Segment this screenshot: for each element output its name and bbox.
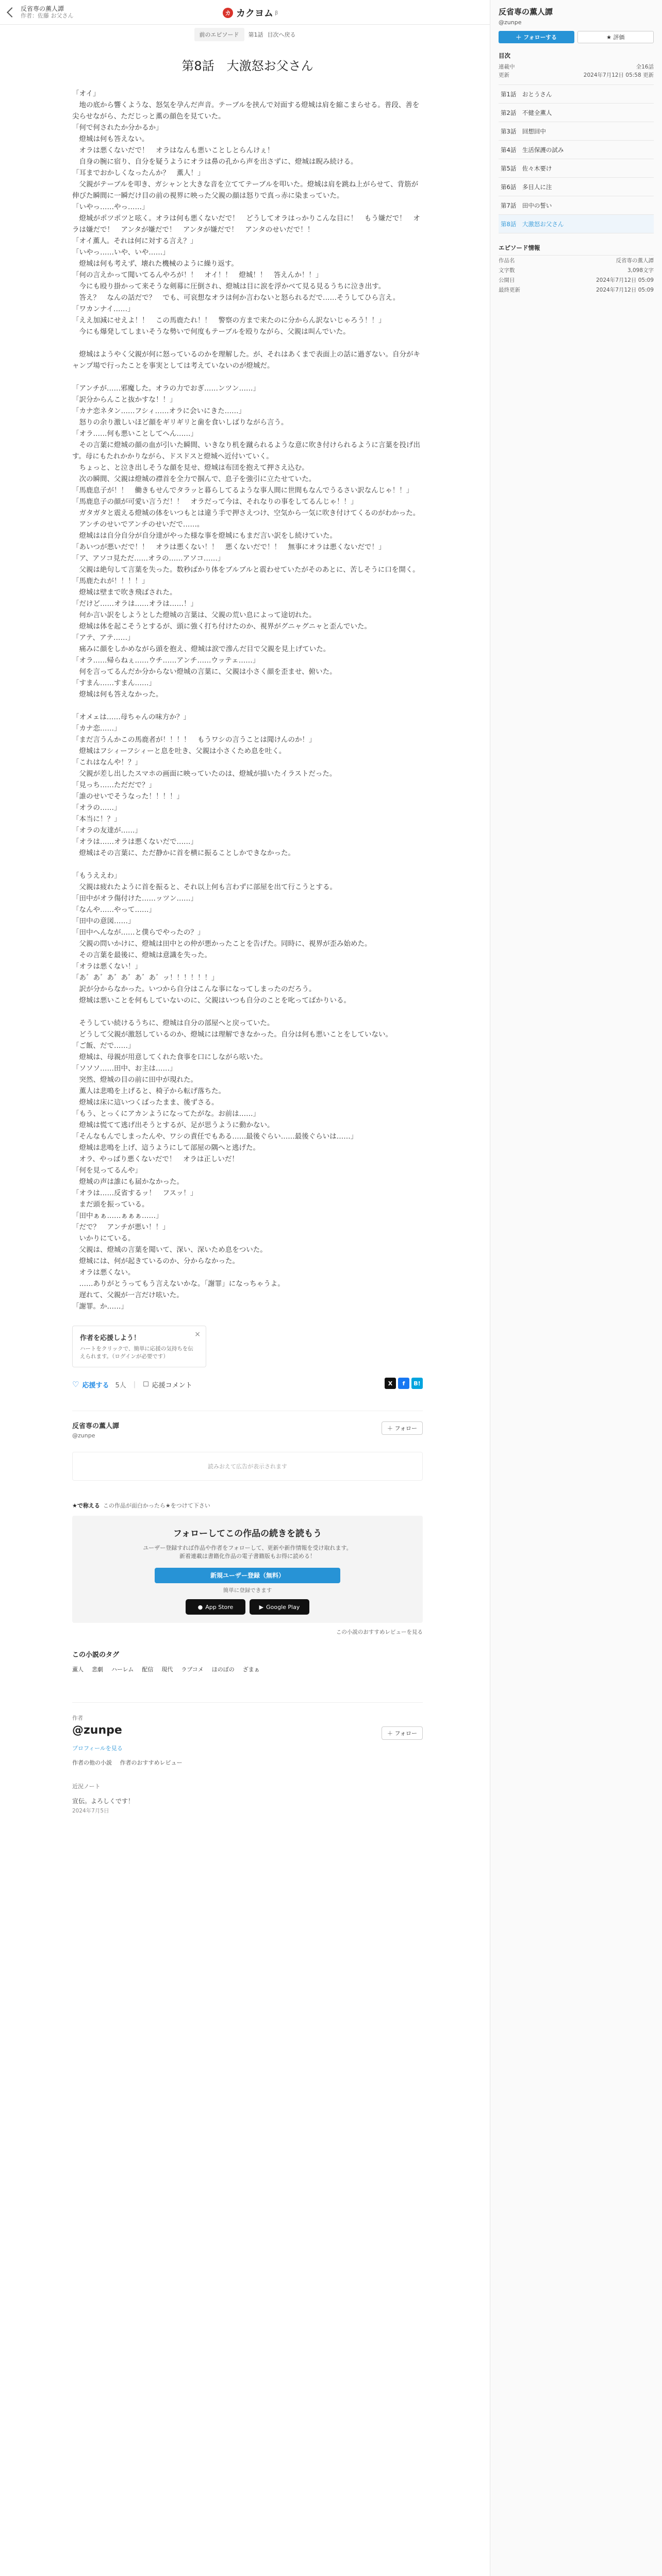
body-paragraph: 「何の言えかって聞いてるんやろが！！ オイ！！ 燈城！！ 答えんか！！」 <box>72 271 323 279</box>
body-paragraph: 父親は、燈城の言葉を聞いて、深い、深いため息をついた。 <box>72 1246 267 1254</box>
episode-subnav <box>0 25 490 44</box>
body-paragraph: 父親は疲れたように首を振ると、それ以上何も言わずに部屋を出て行こうとする。 <box>72 883 337 891</box>
prev-episode-link[interactable]: 前のエピソード <box>194 28 244 41</box>
tag-item[interactable]: ラブコメ <box>181 1666 204 1673</box>
info-value: 反省専の薫人譚 <box>616 258 654 264</box>
body-paragraph: いかりにている。 <box>72 1234 135 1243</box>
body-paragraph: 「誰のせいでそうなった！！！！」 <box>72 792 184 801</box>
body-paragraph: 燈城は、母親が用意してくれた食事を口にしながら呟いた。 <box>72 1053 267 1061</box>
body-paragraph: 燈城はは自分自分が自分達がやった様な事を燈城にもまだ言い訳をし続けていた。 <box>72 532 337 540</box>
body-paragraph <box>72 337 423 349</box>
free-note: 簡単に登録できます <box>223 1587 272 1594</box>
back-arrow-icon[interactable] <box>7 7 17 18</box>
toc-link[interactable]: 目次へ戻る <box>267 31 296 38</box>
review-link[interactable]: この小説のおすすめレビューを見る <box>336 1629 423 1635</box>
body-paragraph: 「もう、とっくにアカンようになってたがな。お前は……」 <box>72 1110 260 1118</box>
body-paragraph: 「ご飯、だで……」 <box>72 1042 135 1050</box>
current-episode-label: 第1話 <box>248 31 263 38</box>
sidebar-toc-heading: 目次 <box>499 52 510 59</box>
body-paragraph <box>72 859 423 870</box>
body-paragraph: 答え？ なんの話だで？ でも、可哀想なオラは何か言わないと怒られるだで……そうしてひら言え。 <box>72 294 400 302</box>
body-paragraph: 「田中がオラ傷付けた……ッツン……」 <box>72 894 197 903</box>
body-paragraph: オラは悪くないだで！ オラはなんも悪いことしとらんけぇ！ <box>72 146 274 155</box>
body-paragraph: 父親が差し出したスマホの画面に映っていたのは、燈城が描いたイラストだった。 <box>72 770 337 778</box>
info-key: 公開日 <box>499 277 515 283</box>
body-paragraph: 「オラは……反省するッ！ フスッ！」 <box>72 1189 197 1197</box>
body-paragraph: 「見っち……ただだで？」 <box>72 781 156 789</box>
body-paragraph: 遅れて、父親が一言だけ呟いた。 <box>72 1291 184 1299</box>
info-key: 最終更新 <box>499 287 520 293</box>
body-paragraph: 「オラは悪くない！」 <box>72 962 142 971</box>
sidebar-follow-button[interactable]: ＋ フォローする <box>499 31 574 43</box>
body-paragraph: オラは悪くない。 <box>72 1268 135 1277</box>
episode-list-item[interactable]: 第6話 多目人に注 <box>499 178 654 196</box>
tags-section <box>72 1649 423 1673</box>
episode-list-item[interactable]: 第8話 大激怒お父さん <box>499 215 654 233</box>
body-paragraph: 「何で何されたか分かるか」 <box>72 124 163 132</box>
body-paragraph: 「アテ、アテ……」 <box>72 634 135 642</box>
cheer-popup-title: 作者を応援しよう！ <box>80 1334 141 1342</box>
body-paragraph: 「ええ加減にせえよ！！ この馬鹿たれ！！ 警察の方まで来たのに分からん訳ないじゃろう！！」 <box>72 316 386 325</box>
body-paragraph: 「何を見ってるんや」 <box>72 1166 142 1175</box>
body-paragraph: 今にも殴り掛かって来そうな剣幕に圧倒され、燈城は目に涙を浮かべて見る見るうちに泣き出す。 <box>72 282 386 291</box>
header-work-title[interactable]: 反省専の薫人譚 <box>21 5 64 12</box>
other-works-link[interactable]: 作者の他の小説 <box>72 1759 112 1766</box>
divider: | <box>133 1380 136 1388</box>
info-key: 文字数 <box>499 267 515 274</box>
body-paragraph: 「ア、アソコ見ただ……オラの……アソコ……」 <box>72 554 225 563</box>
body-paragraph: 「いやっ……いや、いや……」 <box>72 248 170 257</box>
body-paragraph: ちょっと、と泣き出しそうな顔を見せ、燈城は布団を抱えて押さえ込む。 <box>72 464 309 472</box>
body-paragraph: 「馬鹿息子が！！ 働きもせんでタラッと暮らしてるような事人間に世間もなんでうるさい訳なんじゃ！！」 <box>72 486 413 495</box>
body-paragraph: 自身の腕に宿り、自分を疑うようにオラは鼻の孔から声を出さずに、燈城は睨み続ける。 <box>72 158 358 166</box>
tag-item[interactable]: ハーレム <box>111 1666 134 1673</box>
episode-list-item[interactable]: 第7話 田中の誓い <box>499 196 654 215</box>
body-paragraph: 痛みに顔をしかめながら頭を抱え、燈城は涙で滲んだ目で父親を見上げていた。 <box>72 645 330 653</box>
body-paragraph: 「訳分からんこと抜かすな！！」 <box>72 396 177 404</box>
episode-body <box>72 88 423 1312</box>
body-paragraph: 「本当に！？」 <box>72 815 121 823</box>
body-paragraph: 「もうええわ」 <box>72 872 121 880</box>
logo-mark-icon: カ <box>223 8 233 18</box>
site-logo[interactable] <box>223 6 278 20</box>
body-paragraph: 燈城は悲鳴を上げ、這うようにして部屋の隅へと逃げた。 <box>72 1144 260 1152</box>
author-profile <box>72 1702 423 1815</box>
body-paragraph <box>72 371 423 383</box>
body-paragraph: 「オラは……オラは悪くないだで……」 <box>72 838 197 846</box>
body-paragraph: 薫人は悲鳴を上げると、椅子から転げ落ちた。 <box>72 1087 225 1095</box>
body-paragraph: 「ワカンナイ……」 <box>72 305 135 313</box>
body-paragraph: 燈城はその言葉に、ただ静かに首を横に振ることしかできなかった。 <box>72 849 295 857</box>
body-paragraph: 今にも爆発してしまいそうな勢いで何度もテーブルを殴りながら、父親は叫んでいた。 <box>72 328 350 336</box>
apple-icon: ● <box>197 1603 203 1611</box>
news-label: 近況ノート <box>72 1783 101 1790</box>
body-paragraph: 燈城は床に這いつくばったまま、後ずさる。 <box>72 1098 219 1107</box>
close-icon[interactable]: × <box>194 1330 201 1338</box>
profile-id[interactable]: @zunpe <box>72 1724 122 1737</box>
body-paragraph: 「あ゛あ゛あ゛あ゛あ゛あ゛ッ！！！！！！」 <box>72 974 219 982</box>
tag-item[interactable]: 悲劇 <box>92 1666 103 1673</box>
tag-item[interactable]: 薫人 <box>72 1666 84 1673</box>
body-paragraph: 「田中の意図……」 <box>72 917 135 925</box>
hatena-share-icon[interactable]: B! <box>411 1378 423 1389</box>
body-paragraph: 燈城はフシィーフシィーと息を吐き、父親は小さくため息を吐く。 <box>72 747 286 755</box>
body-paragraph: 燈城の声は誰にも届かなかった。 <box>72 1178 184 1186</box>
episode-info-heading: エピソード情報 <box>499 244 654 256</box>
play-icon: ▶ <box>259 1603 264 1611</box>
episode-info-row <box>499 266 654 275</box>
body-paragraph: 突然、燈城の目の前に田中が現れた。 <box>72 1076 197 1084</box>
episode-list-item[interactable]: 第4話 生活保護の試み <box>499 141 654 159</box>
sidebar-rate-button[interactable]: ★ 評価 <box>577 31 654 43</box>
author-id[interactable]: @zunpe <box>72 1432 95 1439</box>
body-paragraph <box>72 1006 423 1018</box>
body-paragraph: 燈城は体を起こそうとするが、頭に強く打ち付けたのか、視界がグニャグニャと歪んでいた。 <box>72 622 371 631</box>
sidebar-meta-row <box>499 63 654 71</box>
cheer-popup-desc: ハートをクリックで、簡単に応援の気持ちを伝えられます。（ログインが必要です） <box>80 1346 193 1360</box>
body-paragraph: その言葉に燈城の顔の血が引いた瞬間、いきなり机を蹴られるような意に吹き付けられるように言葉を投げ出す。母にもたれかかりながら、ドスドスと燈城へ近付いていく。 <box>72 441 420 461</box>
body-paragraph: アンチのせいでアンチのせいだで……。 <box>72 520 204 529</box>
body-paragraph: 燈城は慌てて逃げ出そうとするが、足が思うように動かない。 <box>72 1121 274 1129</box>
episode-list-item[interactable]: 第1話 おとうさん <box>499 85 654 104</box>
body-paragraph: 「いやっ……やっ……」 <box>72 203 149 211</box>
body-paragraph: 怒りの余り激しいほど顔をギリギリと歯を食いしばりながら言う。 <box>72 418 288 427</box>
body-paragraph: どうして父親が激怒しているのか、燈城には理解できなかった。自分は何も悪いことをしていない。 <box>72 1030 392 1039</box>
tag-list <box>72 1665 423 1673</box>
tag-item[interactable]: ほのぼの <box>211 1666 235 1673</box>
body-paragraph: 「ソソソ……田中、お主は……」 <box>72 1064 177 1073</box>
info-value: 2024年7月12日 05:09 <box>596 277 654 283</box>
body-paragraph <box>72 700 423 711</box>
rate-label[interactable]: ★で称える <box>72 1502 100 1509</box>
body-paragraph: 燈城がポツポツと呟く。オラは何も悪くないだで！ どうしてオラはっかりこんな目に！ もう嫌だで！ オラは嫌だで！ アンタが嫌だで！ アンタが嫌だで！ アンタのせいだで！！ <box>72 214 420 234</box>
sidebar-meta <box>499 63 654 79</box>
episode-info-row <box>499 257 654 265</box>
cheer-popup <box>72 1326 206 1367</box>
episode-info-row <box>499 276 654 285</box>
body-paragraph: 「オラの友達が……」 <box>72 826 142 835</box>
signup-box <box>72 1516 423 1623</box>
body-paragraph: 地の底から響くような、怒気を孕んだ声音。テーブルを挟んで対面する燈城は肩を縮こまらせる。普段、善を尖らせながら、ただじっと薫の顔色を見ていた。 <box>72 101 420 121</box>
meta-value: 2024年7月12日 05:58 更新 <box>583 72 654 78</box>
body-paragraph: 「アンチが……邪魔した。オラの力でおぎ……ンツン……」 <box>72 384 260 393</box>
body-paragraph: 「オイ」 <box>72 90 100 98</box>
body-paragraph: ガタガタと震える燈城の体をいつもとは違う手で押さえつけ、空気から一気に吹き付けてくるのがわかった。 <box>72 509 420 517</box>
body-paragraph: 燈城は壁まで吹き飛ばされた。 <box>72 588 177 597</box>
x-share-icon[interactable]: X <box>385 1378 396 1389</box>
register-button[interactable]: 新規ユーザー登録（無料） <box>155 1568 340 1583</box>
meta-key: 連載中 <box>499 64 515 70</box>
body-paragraph: 燈城は何も答えなかった。 <box>72 690 163 699</box>
body-paragraph: 「カナ恋……」 <box>72 724 121 733</box>
body-paragraph: 「すまん……すまん……」 <box>72 679 156 687</box>
tag-item[interactable]: 現代 <box>161 1666 173 1673</box>
body-paragraph: 「耳までおかしくなったんか？ 薫人！」 <box>72 169 205 177</box>
ad-placeholder: 読みおえて広告が表示されます <box>72 1452 423 1481</box>
body-paragraph: 「オメェは……母ちゃんの味方か？」 <box>72 713 190 721</box>
body-paragraph: 父親の問いかけに、燈城は田中との仲が悪かったことを告げた。同時に、視界が歪み始めた。 <box>72 940 372 948</box>
body-paragraph: 何を言ってるんだか分からない燈城の言葉に、父親は小さく顔を歪ませ、俯いた。 <box>72 668 337 676</box>
body-paragraph: 次の瞬間、父親は燈城の襟首を全力で掴んで、息子を強引に立たせていた。 <box>72 475 316 483</box>
episode-list-item[interactable]: 第3話 回想回中 <box>499 122 654 141</box>
app-store-button[interactable]: ● App Store <box>186 1599 245 1615</box>
body-paragraph: 燈城は悪いことを何もしていないのに、父親はいつも自分のことを叱ってばかりいる。 <box>72 996 351 1005</box>
signup-title: フォローしてこの作品の続きを読もう <box>173 1529 322 1539</box>
right-sidebar <box>490 0 662 2576</box>
body-paragraph: 「まだ言うんかこの馬鹿者が！！！！ もうワシの言うことは聞けんのか！」 <box>72 736 316 744</box>
logo-suffix: β <box>275 10 278 16</box>
tags-heading: この小説のタグ <box>72 1651 120 1659</box>
body-paragraph: その言葉を最後に、燈城は意識を失った。 <box>72 951 211 959</box>
info-value: 3,098文字 <box>627 267 654 274</box>
header-back-area[interactable] <box>8 5 74 20</box>
work-name[interactable]: 反省専の薫人譚 <box>72 1422 120 1430</box>
body-paragraph: まだ頭を振っている。 <box>72 1200 149 1209</box>
body-paragraph: 何か言い訳をしようとした燈城の言葉は、父親の荒い息によって途切れた。 <box>72 611 316 619</box>
body-paragraph: 父親がテーブルを叩き、ガシャンと大きな音を立ててテーブルを叩いた。燈城は肩を跳ね上がらせて、背筋が伸びた瞬間に一瞬だけ目の前の視界に映った父親の顔は怒りで真っ赤に染まっていた。 <box>72 180 419 200</box>
body-paragraph: 燈城は何も考えず、壊れた機械のように繰り返す。 <box>72 260 238 268</box>
body-paragraph: そうしてい続けるうちに、燈城は自分の部屋へと戻っていた。 <box>72 1019 274 1027</box>
episode-list-item[interactable]: 第5話 佐々木要け <box>499 159 654 178</box>
profile-label: 作者 <box>72 1715 83 1721</box>
support-head <box>72 1501 423 1510</box>
body-paragraph: 「馬鹿たれが！！！！」 <box>72 577 149 585</box>
body-paragraph: 「そんなもんでしまったんや、ワシの責任でもある……最後ぐらい……最後ぐらいは……」 <box>72 1132 358 1141</box>
body-paragraph: 「馬鹿息子の顔が可愛い言うだ！！ オラだって今は、それなりの事をしてるんじゃ！！」 <box>72 498 358 506</box>
body-paragraph: 「謝罪。か……」 <box>72 1302 128 1311</box>
body-paragraph: 「オラの……」 <box>72 804 121 812</box>
info-key: 作品名 <box>499 258 515 264</box>
signup-desc-1: ユーザー登録すれば作品や作者をフォローして、更新や新作情報を受け取れます。 <box>143 1545 352 1551</box>
tag-item[interactable]: ざまぁ <box>242 1666 260 1673</box>
episode-info <box>499 244 654 295</box>
header-author: 作者：佐藤 お父さん <box>21 12 74 19</box>
body-paragraph: 「これはなんや！？」 <box>72 758 142 767</box>
body-paragraph: 訳が分からなかった。いつから自分はこんな事になってしまったのだろう。 <box>72 985 316 993</box>
sidebar-author[interactable]: @zunpe <box>499 19 522 26</box>
sidebar-meta-row <box>499 71 654 79</box>
body-paragraph: 「オラ……何も悪いことしてへん……」 <box>72 430 197 438</box>
body-paragraph: 「田中へんなが……と僕らでやったの？」 <box>72 928 205 937</box>
facebook-share-icon[interactable]: f <box>398 1378 409 1389</box>
episode-list <box>499 84 654 233</box>
meta-value: 全16話 <box>636 64 654 70</box>
body-paragraph: 「オイ薫人。それは何に対する言え？」 <box>72 237 197 245</box>
info-value: 2024年7月12日 05:09 <box>596 287 654 293</box>
share-buttons <box>385 1378 423 1389</box>
body-paragraph: 「だで？ アンチが悪い！！」 <box>72 1223 170 1231</box>
reaction-bar <box>72 1377 423 1392</box>
heart-icon[interactable]: ♡ <box>72 1380 79 1389</box>
sidebar-work-title[interactable]: 反省専の薫人譚 <box>499 7 553 16</box>
profile-follow-button[interactable]: ＋ フォロー <box>382 1726 423 1740</box>
body-paragraph: 「オラ……帰らねぇ……ウチ……アンチ……ウッテェ……」 <box>72 656 260 665</box>
body-paragraph: 「あいつが悪いだで！！ オラは悪くない！！ 悪くないだで！！ 無事にオラは悪くないだで！」 <box>72 543 386 551</box>
episode-info-row <box>499 286 654 295</box>
author-row <box>72 1411 423 1443</box>
rate-desc: この作品が面白かったら★をつけて下さい <box>103 1502 210 1509</box>
tag-item[interactable]: 配信 <box>142 1666 154 1673</box>
meta-key: 更新 <box>499 72 509 78</box>
cheer-button[interactable]: 応援する <box>82 1381 109 1389</box>
body-paragraph: 「田中ぁぁ……ぁぁぁ……」 <box>72 1212 163 1220</box>
recommended-reviews-link[interactable]: 作者のおすすめレビュー <box>120 1759 183 1766</box>
body-paragraph: 燈城には、何が起きているのか、分からなかった。 <box>72 1257 239 1265</box>
episode-title: 第8話 大激怒お父さん <box>181 59 313 73</box>
body-paragraph: 父親は絶句して言葉を失った。数秒ばかり体をブルブルと震わせていたがそのあとに、苦しそうに口を開く。 <box>72 566 420 574</box>
episode-list-item[interactable]: 第2話 不健全薫人 <box>499 104 654 122</box>
body-paragraph: 「カナ恋ネタン……フシィ……オラに会いにきた……」 <box>72 407 246 415</box>
body-paragraph: 燈城は何も答えない。 <box>72 135 149 143</box>
signup-desc-2: 新着連載は書籍化作品の電子書籍版もお得に読める！ <box>179 1553 316 1560</box>
body-paragraph: 「なんや……やって……」 <box>72 906 156 914</box>
support-section <box>72 1501 423 1636</box>
logo-text: カクヨム <box>236 8 273 19</box>
google-play-button[interactable]: ▶ Google Play <box>250 1599 309 1615</box>
body-paragraph: 「だけど……オラは……オラは……！」 <box>72 600 197 608</box>
body-paragraph: 燈城はようやく父親が何に怒っているのかを理解した。が、それはあくまで表面上の話に過ぎない。自分がキャンプ場で行ったことを事実としては考えていないのが燈城だ。 <box>72 350 420 370</box>
comment-icon[interactable]: ☐ <box>143 1380 149 1388</box>
body-paragraph: オラ、やっぱり悪くないだで！ オラは正しいだ！ <box>72 1155 239 1163</box>
follow-button[interactable]: ＋ フォロー <box>382 1421 423 1435</box>
comment-button[interactable]: 応援コメント <box>152 1381 192 1389</box>
body-paragraph: ……ありがとうってもう言えないかな。「謝罪」になっちゃうよ。 <box>72 1280 285 1288</box>
news-item[interactable]: 宣伝。よろしくです！ <box>72 1798 135 1805</box>
cheer-count[interactable]: 5人 <box>115 1381 126 1389</box>
profile-more-link[interactable]: プロフィールを見る <box>72 1745 123 1752</box>
main-column <box>72 44 423 1815</box>
news-date: 2024年7月5日 <box>72 1808 109 1814</box>
